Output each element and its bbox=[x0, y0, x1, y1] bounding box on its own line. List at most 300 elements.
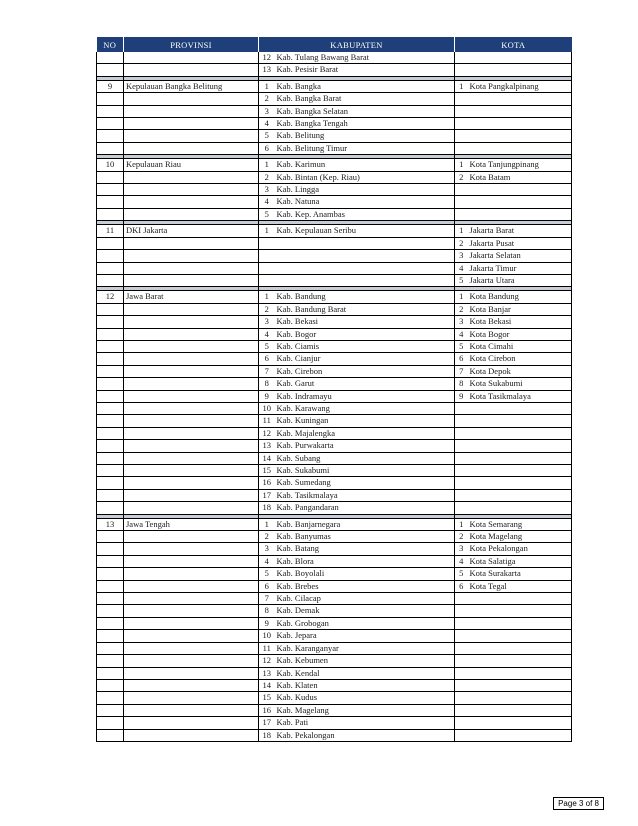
province-name bbox=[124, 303, 259, 315]
kabupaten-name: Kab. Karanganyar bbox=[275, 642, 455, 654]
table-row bbox=[97, 328, 572, 340]
kota-number: 3 bbox=[455, 316, 468, 328]
kabupaten-name: Kab. Karimun bbox=[275, 159, 455, 171]
kota-name bbox=[468, 667, 572, 679]
kabupaten-name: Kab. Kebumen bbox=[275, 655, 455, 667]
kabupaten-name: Kab. Ciamis bbox=[275, 340, 455, 352]
kota-name bbox=[468, 679, 572, 691]
row-number bbox=[97, 250, 124, 262]
kabupaten-number: 1 bbox=[259, 291, 275, 303]
kabupaten-number: 5 bbox=[259, 340, 275, 352]
kota-name bbox=[468, 427, 572, 439]
table-row bbox=[97, 518, 572, 530]
kota-number bbox=[455, 593, 468, 605]
kabupaten-number bbox=[259, 237, 275, 249]
kabupaten-name: Kab. Lingga bbox=[275, 184, 455, 196]
kota-name bbox=[468, 729, 572, 741]
row-number bbox=[97, 142, 124, 154]
row-number bbox=[97, 489, 124, 501]
row-number bbox=[97, 605, 124, 617]
table-row bbox=[97, 555, 572, 567]
table-row bbox=[97, 605, 572, 617]
province-name bbox=[124, 250, 259, 262]
kota-name bbox=[468, 630, 572, 642]
kota-number: 7 bbox=[455, 365, 468, 377]
kota-number bbox=[455, 118, 468, 130]
header-kota: KOTA bbox=[455, 37, 572, 52]
province-name bbox=[124, 353, 259, 365]
kabupaten-name: Kab. Belitung Timur bbox=[275, 142, 455, 154]
province-name bbox=[124, 118, 259, 130]
kabupaten-number: 15 bbox=[259, 465, 275, 477]
table-row bbox=[97, 617, 572, 629]
table-row bbox=[97, 679, 572, 691]
kabupaten-name: Kab. Pangandaran bbox=[275, 502, 455, 514]
kota-number: 1 bbox=[455, 518, 468, 530]
kota-name: Kota Pekalongan bbox=[468, 543, 572, 555]
province-name bbox=[124, 196, 259, 208]
table-row bbox=[97, 316, 572, 328]
row-number: 12 bbox=[97, 291, 124, 303]
kabupaten-number: 3 bbox=[259, 105, 275, 117]
row-number bbox=[97, 365, 124, 377]
kabupaten-name: Kab. Bandung bbox=[275, 291, 455, 303]
kota-name bbox=[468, 118, 572, 130]
province-name bbox=[124, 328, 259, 340]
kabupaten-name: Kab. Kendal bbox=[275, 667, 455, 679]
table-row bbox=[97, 465, 572, 477]
kota-number: 9 bbox=[455, 390, 468, 402]
table-row bbox=[97, 365, 572, 377]
kabupaten-name: Kab. Jepara bbox=[275, 630, 455, 642]
kota-number bbox=[455, 402, 468, 414]
province-name: Jawa Tengah bbox=[124, 518, 259, 530]
kabupaten-name: Kab. Karawang bbox=[275, 402, 455, 414]
kabupaten-name: Kab. Cirebon bbox=[275, 365, 455, 377]
kota-number bbox=[455, 704, 468, 716]
row-number bbox=[97, 237, 124, 249]
kota-name: Kota Surakarta bbox=[468, 568, 572, 580]
kabupaten-number: 13 bbox=[259, 667, 275, 679]
kabupaten-name: Kab. Bangka Selatan bbox=[275, 105, 455, 117]
kabupaten-name: Kab. Bangka Tengah bbox=[275, 118, 455, 130]
kabupaten-name: Kab. Blora bbox=[275, 555, 455, 567]
kota-name: Kota Banjar bbox=[468, 303, 572, 315]
kota-name bbox=[468, 52, 572, 64]
kota-number: 8 bbox=[455, 378, 468, 390]
kabupaten-number: 10 bbox=[259, 402, 275, 414]
table-row bbox=[97, 568, 572, 580]
kota-name bbox=[468, 704, 572, 716]
kabupaten-number: 17 bbox=[259, 717, 275, 729]
kota-number bbox=[455, 415, 468, 427]
kota-name bbox=[468, 93, 572, 105]
kabupaten-number: 6 bbox=[259, 142, 275, 154]
row-number bbox=[97, 130, 124, 142]
table-row bbox=[97, 655, 572, 667]
kabupaten-number: 17 bbox=[259, 489, 275, 501]
kota-number: 4 bbox=[455, 262, 468, 274]
kota-number: 1 bbox=[455, 291, 468, 303]
kota-number: 5 bbox=[455, 568, 468, 580]
kota-name: Kota Bekasi bbox=[468, 316, 572, 328]
kabupaten-number: 12 bbox=[259, 52, 275, 64]
table-row bbox=[97, 692, 572, 704]
kota-number bbox=[455, 52, 468, 64]
kota-number bbox=[455, 502, 468, 514]
kabupaten-number: 2 bbox=[259, 531, 275, 543]
table-row bbox=[97, 237, 572, 249]
province-name bbox=[124, 316, 259, 328]
kota-number: 2 bbox=[455, 303, 468, 315]
province-name bbox=[124, 502, 259, 514]
kota-name: Kota Cirebon bbox=[468, 353, 572, 365]
kabupaten-name: Kab. Kudus bbox=[275, 692, 455, 704]
row-number bbox=[97, 642, 124, 654]
kabupaten-number: 18 bbox=[259, 502, 275, 514]
kabupaten-name: Kab. Cilacap bbox=[275, 593, 455, 605]
kota-name bbox=[468, 64, 572, 76]
province-name bbox=[124, 531, 259, 543]
table-row bbox=[97, 452, 572, 464]
kabupaten-number: 1 bbox=[259, 159, 275, 171]
kota-name bbox=[468, 402, 572, 414]
kota-name: Kota Tanjungpinang bbox=[468, 159, 572, 171]
kabupaten-number: 3 bbox=[259, 184, 275, 196]
province-name bbox=[124, 142, 259, 154]
kabupaten-number: 4 bbox=[259, 555, 275, 567]
kota-name bbox=[468, 184, 572, 196]
table-row bbox=[97, 543, 572, 555]
kota-number: 5 bbox=[455, 340, 468, 352]
kota-number bbox=[455, 105, 468, 117]
row-number bbox=[97, 171, 124, 183]
kota-number: 5 bbox=[455, 274, 468, 286]
kabupaten-number bbox=[259, 250, 275, 262]
kota-name bbox=[468, 692, 572, 704]
kota-name bbox=[468, 617, 572, 629]
kabupaten-name: Kab. Sumedang bbox=[275, 477, 455, 489]
kabupaten-number bbox=[259, 262, 275, 274]
kabupaten-name: Kab. Boyolali bbox=[275, 568, 455, 580]
kabupaten-number: 6 bbox=[259, 580, 275, 592]
kota-name: Kota Tegal bbox=[468, 580, 572, 592]
row-number bbox=[97, 555, 124, 567]
province-name bbox=[124, 477, 259, 489]
row-number bbox=[97, 667, 124, 679]
kota-number: 2 bbox=[455, 237, 468, 249]
kota-name: Kota Pangkalpinang bbox=[468, 80, 572, 92]
table-row bbox=[97, 159, 572, 171]
kota-number bbox=[455, 617, 468, 629]
kota-name: Kota Bogor bbox=[468, 328, 572, 340]
kabupaten-name bbox=[275, 237, 455, 249]
table-row bbox=[97, 93, 572, 105]
kabupaten-name: Kab. Pati bbox=[275, 717, 455, 729]
kota-number bbox=[455, 142, 468, 154]
table-row bbox=[97, 704, 572, 716]
row-number bbox=[97, 543, 124, 555]
kota-number bbox=[455, 427, 468, 439]
province-name bbox=[124, 402, 259, 414]
kota-name: Kota Tasikmalaya bbox=[468, 390, 572, 402]
kabupaten-number: 11 bbox=[259, 642, 275, 654]
kota-name bbox=[468, 452, 572, 464]
kabupaten-name: Kab. Kep. Anambas bbox=[275, 208, 455, 220]
province-name bbox=[124, 184, 259, 196]
row-number bbox=[97, 617, 124, 629]
table-row bbox=[97, 378, 572, 390]
kota-number: 6 bbox=[455, 580, 468, 592]
kota-name bbox=[468, 717, 572, 729]
table-row bbox=[97, 105, 572, 117]
kabupaten-number: 13 bbox=[259, 440, 275, 452]
province-name bbox=[124, 630, 259, 642]
province-name bbox=[124, 427, 259, 439]
kabupaten-name: Kab. Purwakarta bbox=[275, 440, 455, 452]
kota-number bbox=[455, 679, 468, 691]
kota-name bbox=[468, 502, 572, 514]
kabupaten-name: Kab. Tulang Bawang Barat bbox=[275, 52, 455, 64]
table-row bbox=[97, 353, 572, 365]
kabupaten-name: Kab. Pesisir Barat bbox=[275, 64, 455, 76]
kota-name bbox=[468, 605, 572, 617]
kabupaten-number: 16 bbox=[259, 477, 275, 489]
row-number bbox=[97, 655, 124, 667]
kota-number: 2 bbox=[455, 531, 468, 543]
kabupaten-number: 7 bbox=[259, 593, 275, 605]
table-row bbox=[97, 274, 572, 286]
row-number bbox=[97, 303, 124, 315]
kota-number: 6 bbox=[455, 353, 468, 365]
row-number: 11 bbox=[97, 225, 124, 237]
province-name bbox=[124, 655, 259, 667]
province-name bbox=[124, 642, 259, 654]
kabupaten-name: Kab. Pekalongan bbox=[275, 729, 455, 741]
kota-number bbox=[455, 477, 468, 489]
province-name bbox=[124, 378, 259, 390]
table-row bbox=[97, 340, 572, 352]
province-name bbox=[124, 262, 259, 274]
kabupaten-number: 9 bbox=[259, 390, 275, 402]
province-name bbox=[124, 93, 259, 105]
kabupaten-name: Kab. Bekasi bbox=[275, 316, 455, 328]
row-number bbox=[97, 93, 124, 105]
kabupaten-name: Kab. Bandung Barat bbox=[275, 303, 455, 315]
table-row bbox=[97, 118, 572, 130]
kabupaten-name: Kab. Belitung bbox=[275, 130, 455, 142]
kabupaten-name: Kab. Sukabumi bbox=[275, 465, 455, 477]
kota-name: Jakarta Selatan bbox=[468, 250, 572, 262]
province-name bbox=[124, 52, 259, 64]
province-name bbox=[124, 667, 259, 679]
table-row bbox=[97, 642, 572, 654]
table-row bbox=[97, 667, 572, 679]
province-name bbox=[124, 465, 259, 477]
province-name: Kepulauan Bangka Belitung bbox=[124, 80, 259, 92]
row-number: 10 bbox=[97, 159, 124, 171]
row-number bbox=[97, 630, 124, 642]
kabupaten-number: 12 bbox=[259, 427, 275, 439]
kota-name: Kota Depok bbox=[468, 365, 572, 377]
kabupaten-name: Kab. Subang bbox=[275, 452, 455, 464]
province-name bbox=[124, 605, 259, 617]
province-name bbox=[124, 237, 259, 249]
page-number: Page 3 of 8 bbox=[553, 797, 604, 810]
kabupaten-number: 16 bbox=[259, 704, 275, 716]
province-name: Kepulauan Riau bbox=[124, 159, 259, 171]
header-kabupaten: KABUPATEN bbox=[259, 37, 455, 52]
province-name bbox=[124, 340, 259, 352]
table-row bbox=[97, 502, 572, 514]
kota-name bbox=[468, 655, 572, 667]
kabupaten-number: 2 bbox=[259, 93, 275, 105]
kota-number bbox=[455, 93, 468, 105]
kabupaten-name bbox=[275, 250, 455, 262]
kota-name: Jakarta Utara bbox=[468, 274, 572, 286]
kabupaten-number: 2 bbox=[259, 171, 275, 183]
kota-name bbox=[468, 415, 572, 427]
table-row bbox=[97, 196, 572, 208]
kabupaten-name: Kab. Grobogan bbox=[275, 617, 455, 629]
kabupaten-number: 12 bbox=[259, 655, 275, 667]
province-name bbox=[124, 729, 259, 741]
kabupaten-name: Kab. Kepulauan Seribu bbox=[275, 225, 455, 237]
province-name bbox=[124, 717, 259, 729]
kabupaten-name: Kab. Tasikmalaya bbox=[275, 489, 455, 501]
kota-number: 4 bbox=[455, 555, 468, 567]
kota-number bbox=[455, 452, 468, 464]
province-name bbox=[124, 489, 259, 501]
kota-name: Kota Batam bbox=[468, 171, 572, 183]
header-no: NO bbox=[97, 37, 124, 52]
kabupaten-name: Kab. Kuningan bbox=[275, 415, 455, 427]
table-body bbox=[97, 52, 572, 741]
province-name bbox=[124, 105, 259, 117]
province-name bbox=[124, 555, 259, 567]
kabupaten-number: 5 bbox=[259, 208, 275, 220]
row-number bbox=[97, 274, 124, 286]
table-row bbox=[97, 262, 572, 274]
row-number bbox=[97, 208, 124, 220]
kota-name: Kota Cimahi bbox=[468, 340, 572, 352]
kota-number bbox=[455, 717, 468, 729]
kabupaten-number: 3 bbox=[259, 543, 275, 555]
kabupaten-number: 13 bbox=[259, 64, 275, 76]
row-number bbox=[97, 118, 124, 130]
row-number bbox=[97, 465, 124, 477]
province-name bbox=[124, 568, 259, 580]
kabupaten-number: 1 bbox=[259, 225, 275, 237]
table-row bbox=[97, 489, 572, 501]
row-number bbox=[97, 340, 124, 352]
kota-number: 3 bbox=[455, 250, 468, 262]
kabupaten-number: 4 bbox=[259, 196, 275, 208]
kota-name bbox=[468, 440, 572, 452]
kabupaten-name: Kab. Garut bbox=[275, 378, 455, 390]
table-row bbox=[97, 477, 572, 489]
table-row bbox=[97, 130, 572, 142]
kota-number: 1 bbox=[455, 159, 468, 171]
kabupaten-name bbox=[275, 262, 455, 274]
row-number bbox=[97, 704, 124, 716]
kabupaten-number: 11 bbox=[259, 415, 275, 427]
kota-number bbox=[455, 208, 468, 220]
province-name bbox=[124, 580, 259, 592]
kota-name: Jakarta Pusat bbox=[468, 237, 572, 249]
table-row bbox=[97, 142, 572, 154]
province-name bbox=[124, 692, 259, 704]
table-row bbox=[97, 593, 572, 605]
kota-name bbox=[468, 130, 572, 142]
province-name bbox=[124, 593, 259, 605]
kabupaten-number: 4 bbox=[259, 328, 275, 340]
province-name bbox=[124, 704, 259, 716]
kota-number bbox=[455, 130, 468, 142]
province-name: Jawa Barat bbox=[124, 291, 259, 303]
province-name bbox=[124, 274, 259, 286]
kota-number bbox=[455, 64, 468, 76]
kabupaten-name: Kab. Bintan (Kep. Riau) bbox=[275, 171, 455, 183]
kabupaten-name: Kab. Cianjur bbox=[275, 353, 455, 365]
row-number bbox=[97, 64, 124, 76]
table-row bbox=[97, 630, 572, 642]
table-row bbox=[97, 64, 572, 76]
kabupaten-name: Kab. Brebes bbox=[275, 580, 455, 592]
row-number: 13 bbox=[97, 518, 124, 530]
table-row bbox=[97, 729, 572, 741]
kota-number bbox=[455, 667, 468, 679]
row-number bbox=[97, 316, 124, 328]
kota-name bbox=[468, 208, 572, 220]
kabupaten-number bbox=[259, 274, 275, 286]
table-row bbox=[97, 225, 572, 237]
kota-name: Jakarta Timur bbox=[468, 262, 572, 274]
row-number bbox=[97, 353, 124, 365]
kabupaten-number: 8 bbox=[259, 605, 275, 617]
kabupaten-number: 14 bbox=[259, 679, 275, 691]
row-number bbox=[97, 729, 124, 741]
province-table bbox=[96, 37, 572, 742]
kota-name: Kota Salatiga bbox=[468, 555, 572, 567]
table-row bbox=[97, 250, 572, 262]
row-number bbox=[97, 717, 124, 729]
kota-number bbox=[455, 465, 468, 477]
province-name bbox=[124, 543, 259, 555]
kota-name: Kota Sukabumi bbox=[468, 378, 572, 390]
table-row bbox=[97, 80, 572, 92]
table-row bbox=[97, 208, 572, 220]
kota-name bbox=[468, 489, 572, 501]
kota-number: 3 bbox=[455, 543, 468, 555]
province-name bbox=[124, 171, 259, 183]
kota-name bbox=[468, 196, 572, 208]
kota-number bbox=[455, 184, 468, 196]
kota-name bbox=[468, 477, 572, 489]
kota-name bbox=[468, 465, 572, 477]
kabupaten-number: 6 bbox=[259, 353, 275, 365]
kabupaten-number: 1 bbox=[259, 518, 275, 530]
kota-number bbox=[455, 655, 468, 667]
kabupaten-number: 9 bbox=[259, 617, 275, 629]
kota-name bbox=[468, 105, 572, 117]
province-name: DKI Jakarta bbox=[124, 225, 259, 237]
kabupaten-name: Kab. Bangka bbox=[275, 80, 455, 92]
kabupaten-number: 3 bbox=[259, 316, 275, 328]
row-number bbox=[97, 477, 124, 489]
province-name bbox=[124, 617, 259, 629]
kota-number: 4 bbox=[455, 328, 468, 340]
